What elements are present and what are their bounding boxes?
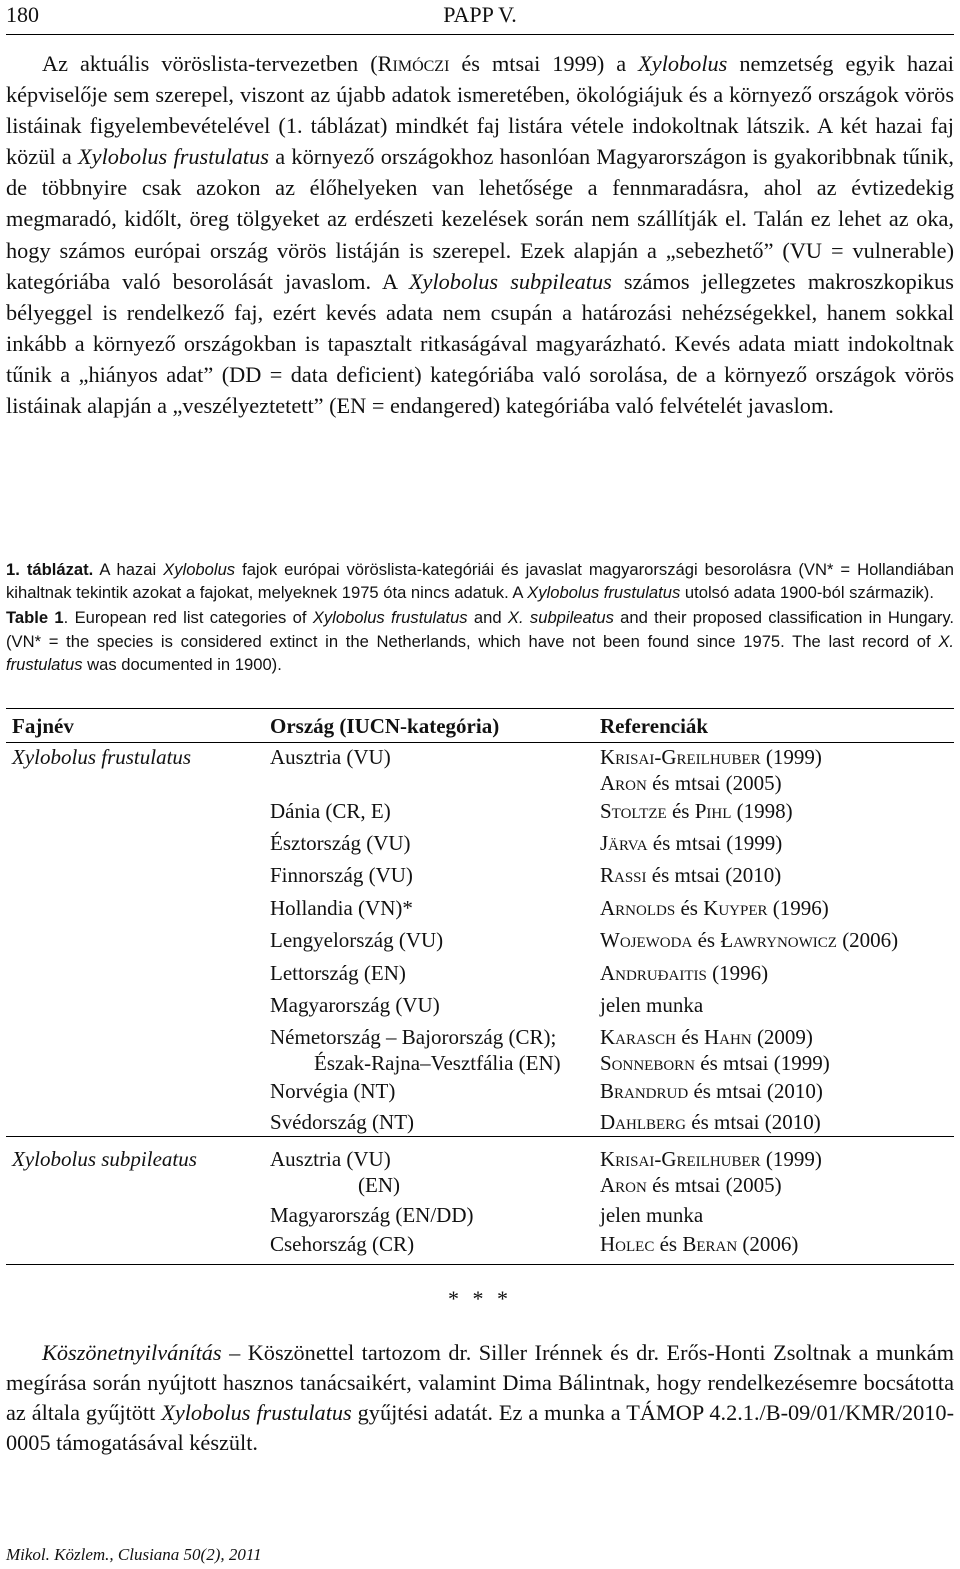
reference-text: jelen munka — [600, 1203, 704, 1227]
text-run: and their proposed classification in Hungary. (VN* = the species is considered extinct in the Netherlands, which have not been found since 1975. The last record of — [6, 608, 954, 651]
reference-text: és mtsai (1999) — [647, 831, 783, 855]
text-run: gyűjtési adatát. Ez a munka a TÁMOP 4.2.1./B-09/01/KMR/2010-0005 támogatásával készült. — [6, 1400, 955, 1455]
reference-author: Pihl — [694, 799, 732, 823]
caption-label: 1. táblázat. — [6, 560, 94, 579]
reference-text: és mtsai (2005) — [646, 1173, 782, 1197]
ack-paragraph — [6, 1338, 954, 1458]
reference-author: Dahlberg — [600, 1110, 686, 1134]
country-cell: Németország – Bajorország (CR); — [270, 1025, 557, 1049]
table-caption — [6, 558, 954, 678]
taxon-name: Xylobolus frustulatus — [527, 583, 681, 603]
reference-author: Krisai-Greilhuber — [600, 1147, 761, 1171]
page-number: 180 — [6, 2, 39, 27]
reference-cell — [600, 992, 703, 1018]
running-header — [6, 0, 954, 35]
country-cell: Magyarország (VU) — [270, 993, 440, 1017]
reference-cell — [600, 1231, 798, 1257]
taxon-name: Xylobolus frustulatus — [78, 144, 269, 170]
reference-cell — [600, 1146, 822, 1172]
running-head-author: PAPP V. — [443, 2, 517, 27]
species-cell: Xylobolus frustulatus — [12, 745, 192, 769]
reference-text: (1998) — [731, 799, 793, 823]
taxon-name: Xylobolus — [163, 560, 236, 579]
species-cell: Xylobolus subpileatus — [12, 1147, 197, 1171]
body-text — [6, 48, 954, 421]
reference-cell — [600, 1109, 821, 1135]
taxon-name: X. subpileatus — [507, 608, 614, 628]
author-name: Rimóczi — [377, 51, 450, 76]
reference-text: és mtsai (2010) — [646, 863, 782, 887]
text-run: A hazai — [93, 560, 164, 579]
text-run: – Köszönettel tartozom dr. Siller Irénnek és dr. Erős-Honti Zsoltnak a munkám megírása során nyújtott hasznos tanácsaikért, valamint Dima Bálintnak, hogy rendelkezésemre bocsátotta az általa gyűjtött — [6, 1340, 954, 1425]
reference-cell — [600, 1050, 830, 1076]
reference-author: Kuyper — [703, 896, 768, 920]
reference-text: és — [676, 1025, 705, 1049]
country-cell: Norvégia (NT) — [270, 1079, 396, 1103]
text-run: was documented in 1900). — [82, 654, 282, 674]
text-run: és mtsai 1999) a — [449, 51, 639, 76]
reference-author: Krisai-Greilhuber — [600, 745, 761, 769]
reference-cell — [600, 770, 782, 796]
reference-author: Stoltze — [600, 799, 667, 823]
acknowledgements — [6, 1338, 954, 1458]
reference-cell — [600, 862, 781, 888]
section-separator: * * * — [448, 1286, 512, 1311]
reference-cell — [600, 927, 898, 953]
reference-author: Karasch — [600, 1025, 677, 1049]
text-run: Az aktuális vöröslista-tervezetben ( — [42, 51, 378, 76]
reference-author: Hahn — [704, 1025, 752, 1049]
reference-author: Ławrynowicz — [720, 928, 837, 952]
country-cell: Észtország (VU) — [270, 831, 411, 855]
ack-title: Köszönetnyilvánítás — [42, 1340, 222, 1365]
taxon-name: Xylobolus frustulatus — [161, 1400, 352, 1425]
caption-english — [6, 606, 954, 676]
reference-text: (1996) — [706, 961, 769, 985]
reference-author: Holec — [600, 1232, 655, 1256]
intro-paragraph — [6, 48, 954, 421]
header-country: Ország (IUCN-kategória) — [270, 714, 500, 738]
reference-author: Aron — [600, 771, 647, 795]
reference-text: és mtsai (2010) — [686, 1110, 821, 1134]
country-cell: Csehország (CR) — [270, 1232, 415, 1256]
caption-label: Table 1 — [6, 608, 64, 628]
reference-author: Aron — [600, 1173, 647, 1197]
reference-text: (2006) — [737, 1232, 799, 1256]
reference-cell — [600, 1078, 823, 1104]
journal-footer: Mikol. Közlem., Clusiana 50(2), 2011 — [6, 1545, 262, 1564]
country-cell: (EN) — [358, 1173, 400, 1197]
header-species: Fajnév — [12, 714, 74, 738]
reference-text: és mtsai (1999) — [695, 1051, 830, 1075]
table-top-rule — [6, 708, 954, 709]
country-cell: Finnország (VU) — [270, 863, 413, 887]
country-cell: Ausztria (VU) — [270, 745, 391, 769]
reference-cell — [600, 744, 822, 770]
reference-cell — [600, 798, 793, 824]
reference-cell — [600, 830, 782, 856]
reference-text: (1996) — [767, 896, 829, 920]
reference-text: és mtsai (2005) — [646, 771, 782, 795]
text-run: fajok európai vöröslista-kategóriái és javaslat magyarországi besorolásra (VN* = Hollandiában kihaltnak tekintik azokat a fajokat, melyeknek 1975 óta nincs adatuk. A — [6, 560, 954, 603]
text-run: a környező országokhoz hasonlóan Magyarországon is gyakoribbnak tűnik, de többnyire csak azokon az élőhelyeken van lehetősége a fennmaradásra, ahol az évtizedekig megmaradó, kidőlt, öreg tölgyeket az erdészeti kezelések során nem szállítják el. Talán ez lehet az oka, hogy számos európai ország vörös listáján is szerepel. Ezek alapján a „sebezhető” (VU = vulnerable) kategóriába való besorolását javaslom. A — [6, 144, 955, 294]
country-cell: Hollandia (VN)* — [270, 896, 413, 920]
country-cell: Ausztria (VU) — [270, 1147, 391, 1171]
reference-cell — [600, 960, 768, 986]
reference-text: és — [654, 1232, 683, 1256]
reference-cell — [600, 1172, 782, 1198]
header-references: Referenciák — [600, 714, 709, 738]
species-divider-rule — [6, 1136, 954, 1137]
reference-text: és mtsai (2010) — [688, 1079, 823, 1103]
taxon-name: Xylobolus subpileatus — [408, 268, 612, 294]
reference-author: Brandrud — [600, 1079, 689, 1103]
reference-text: (1999) — [760, 1147, 822, 1171]
reference-author: Andruđaitis — [600, 961, 707, 985]
text-run: . European red list categories of — [63, 608, 313, 628]
reference-author: Beran — [682, 1232, 738, 1256]
country-cell: Dánia (CR, E) — [270, 799, 391, 823]
reference-text: jelen munka — [600, 993, 704, 1017]
country-cell: Svédország (NT) — [270, 1110, 415, 1134]
reference-text: és — [675, 896, 704, 920]
reference-author: Arnolds — [600, 896, 676, 920]
reference-text: és — [666, 799, 695, 823]
reference-text: (2006) — [836, 928, 899, 952]
reference-text: (2009) — [751, 1025, 813, 1049]
country-cell: Lettország (EN) — [270, 961, 406, 985]
table-header-rule — [6, 742, 954, 743]
text-run: and — [467, 608, 508, 628]
reference-cell — [600, 1024, 813, 1050]
country-cell: Magyarország (EN/DD) — [270, 1203, 474, 1227]
text-run: számos jellegzetes makroszkopikus bélyeggel is rendelkező faj, ezért kevés adata nem csupán a határozási nehézségekkel, hanem sokkal inkább a környező országokban is tapasztalt ritkaságával magyarázható. Kevés adata miatt indokoltnak tűnik a „hiányos adat” (DD = data deficient) kategóriába való sorolása, de a környező országok vörös listáinak alapján a „veszélyeztetett” (EN = endangered) kategóriába való felvételét javaslom. — [6, 268, 954, 419]
text-run: utolsó adata 1900-ból származik). — [680, 583, 934, 603]
reference-cell — [600, 1202, 703, 1228]
reference-author: Rassi — [600, 863, 647, 887]
taxon-name: X. frustulatus — [6, 631, 954, 674]
reference-author: Wojewoda — [600, 928, 693, 952]
caption-hungarian — [6, 558, 954, 604]
country-cell: Lengyelország (VU) — [270, 928, 444, 952]
reference-text: (1999) — [760, 745, 822, 769]
taxon-name: Xylobolus frustulatus — [312, 608, 468, 628]
reference-text: és — [692, 928, 721, 952]
reference-author: Järva — [600, 831, 648, 855]
table-bottom-rule — [6, 1264, 954, 1265]
text-run: nemzetség egyik hazai képviselője sem szerepel, viszont az újabb adatok ismeretében, ökológiájuk és a környező országok vörös listáinak figyelembevételével (1. táblázat) mindkét faj listára vétele indokoltnak látszik. A két hazai faj közül a — [6, 51, 955, 170]
reference-author: Sonneborn — [600, 1051, 696, 1075]
taxon-name: Xylobolus — [638, 51, 728, 76]
country-cell: Észak-Rajna–Vesztfália (EN) — [314, 1051, 561, 1075]
reference-cell — [600, 895, 829, 921]
